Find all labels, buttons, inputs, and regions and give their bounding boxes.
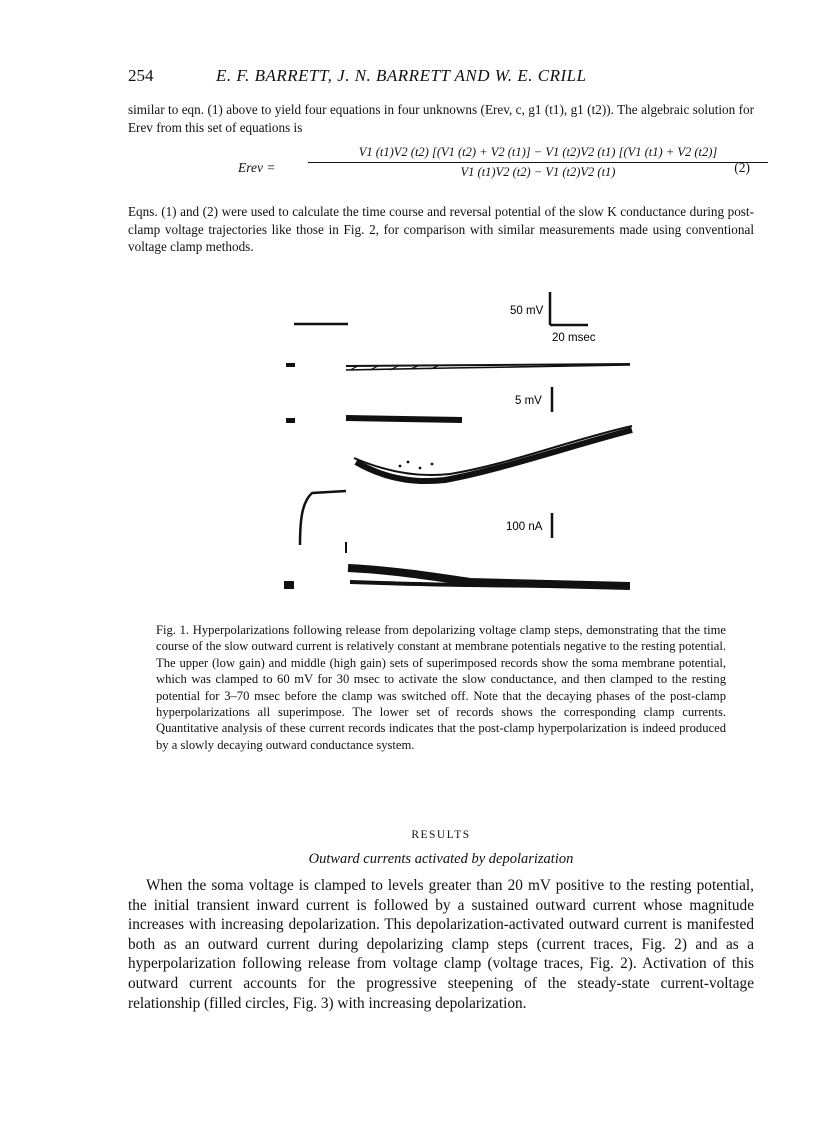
figure-1-traces bbox=[270, 280, 650, 610]
scale-bar-high-gain bbox=[515, 387, 552, 412]
equation-number: (2) bbox=[734, 160, 750, 175]
scale-time-label: 20 msec bbox=[552, 332, 596, 344]
methods-paragraph: Eqns. (1) and (2) were used to calculate the time course and reversal potential of the slow K conductance during post-clamp voltage trajectories like those in Fig. 2, for comparison with similar measurements made using conventional voltage clamp methods. bbox=[128, 204, 754, 255]
subsection-heading: Outward currents activated by depolarization bbox=[308, 851, 574, 867]
equation-2 bbox=[128, 145, 754, 195]
scale-voltage-label: 50 mV bbox=[510, 305, 544, 317]
running-header bbox=[128, 66, 728, 90]
results-paragraph: When the soma voltage is clamped to levels greater than 20 mV positive to the resting potential, the initial transient inward current is followed by a sustained outward current whose magnitude increases with increasing depolarization. This depolarization-activated outward current is manifested both as an outward current during depolarizing clamp steps (current traces, Fig. 2) and as a hyperpolarization following release from voltage clamp (voltage traces, Fig. 2). Activation of this outward current accounts for the progressive steepening of the steady-state current-voltage relationship (filled circles, Fig. 3) with increasing depolarization. bbox=[128, 877, 754, 1012]
figure-caption: Fig. 1. Hyperpolarizations following release from depolarizing voltage clamp steps, demonstrating that the time course of the slow outward current is relatively constant at membrane potentials negative to the resting potential. The upper (low gain) and middle (high gain) sets of superimposed records show the soma membrane potential, which was clamped to 60 mV for 30 msec to activate the slow conductance, and then clamped to the resting potential for 3–70 msec before the clamp was switched off. Note that the decaying phases of the post-clamp hyperpolarizations all superimpose. The lower set of records shows the corresponding clamp currents. Quantitative analysis of these current records indicates that the post-clamp hyperpolarization is indeed produced by a slowly decaying outward conductance system. bbox=[156, 623, 726, 752]
high-gain-voltage-traces bbox=[286, 418, 632, 481]
equation-fraction bbox=[308, 145, 768, 180]
scale-bar-current bbox=[506, 513, 552, 538]
clamp-current-traces bbox=[284, 491, 630, 589]
running-head-authors: E. F. BARRETT, J. N. BARRETT AND W. E. CRILL bbox=[216, 66, 587, 85]
scale-high-gain-label: 5 mV bbox=[515, 395, 542, 407]
low-gain-voltage-traces bbox=[286, 324, 630, 370]
equation-denominator: V1 (t1)V2 (t2) − V1 (t2)V2 (t1) bbox=[308, 162, 768, 180]
equation-lhs: Erev = bbox=[238, 160, 276, 175]
intro-paragraph: similar to eqn. (1) above to yield four equations in four unknowns (Erev, c, g1 (t1), g1 (t2)). The algebraic solution for Erev from this set of equations is bbox=[128, 102, 754, 135]
scale-current-label: 100 nA bbox=[506, 521, 543, 533]
equation-numerator: V1 (t1)V2 (t2) [(V1 (t2) + V2 (t1)] − V1 (t2)V2 (t1) [(V1 (t1) + V2 (t2)] bbox=[358, 145, 718, 159]
section-heading: RESULTS bbox=[411, 829, 471, 841]
page-number: 254 bbox=[128, 66, 154, 85]
scale-bar-low-gain bbox=[510, 292, 596, 344]
